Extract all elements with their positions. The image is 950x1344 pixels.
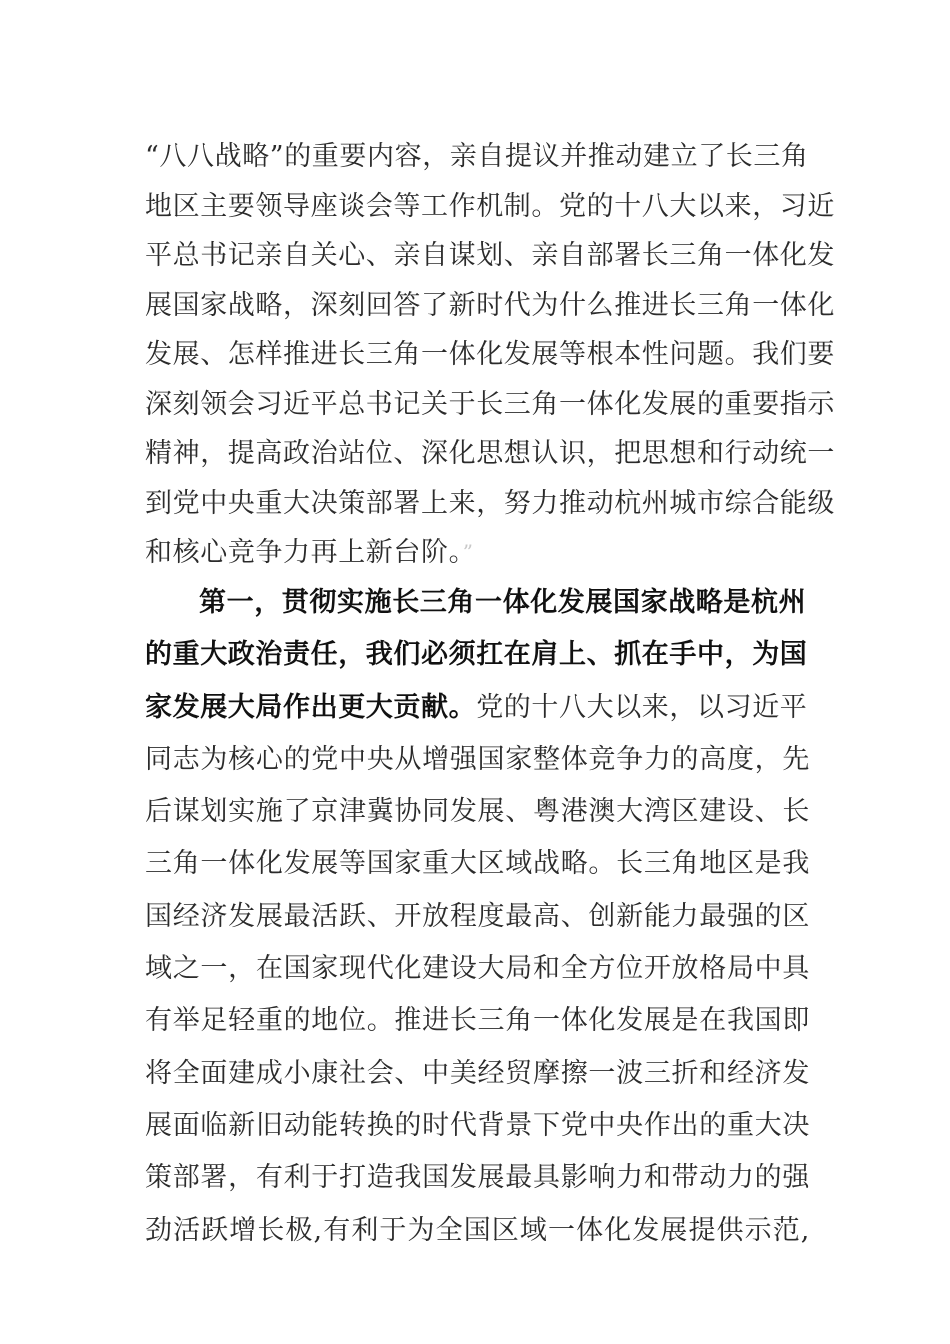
text-line: 后谋划实施了京津冀协同发展、粤港澳大湾区建设、长 [145,796,810,828]
text-line: 同志为核心的党中央从增强国家整体竞争力的高度，先 [145,743,810,775]
text-line-content: 和核心竞争力再上新台阶。 [145,537,463,568]
text-line: 展面临新旧动能转换的时代背景下党中央作出的重大决 [145,1109,810,1141]
text-line-last [145,528,810,578]
bold-heading-line: 第一，贯彻实施长三角一体化发展国家战略是杭州 [199,587,807,618]
text-line: 有举足轻重的地位。推进长三角一体化发展是在我国即 [145,1005,810,1037]
text-line: 国经济发展最活跃、开放程度最高、创新能力最强的区 [145,900,810,932]
text-line: 平总书记亲自关心、亲自谋划、亲自部署长三角一体化发 [145,240,835,271]
closing-quote-mark: ” [462,540,474,564]
text-line: 三角一体化发展等国家重大区域战略。长三角地区是我 [145,848,810,880]
text-line: 精神，提高政治站位、深化思想认识，把思想和行动统一 [145,438,835,469]
bold-heading-end: 家发展大局作出更大贡献。 [145,691,477,723]
text-line: 域之一，在国家现代化建设大局和全方位开放格局中具 [145,953,810,985]
text-line: 发展、怎样推进长三角一体化发展等根本性问题。我们要 [145,339,835,370]
text-line: 地区主要领导座谈会等工作机制。党的十八大以来，习近 [145,190,835,222]
text-line: 将全面建成小康社会、中美经贸摩擦一波三折和经济发 [145,1057,810,1089]
text-line: 策部署，有利于打造我国发展最具影响力和带动力的强 [145,1162,810,1194]
text-line: 深刻领会习近平总书记关于长三角一体化发展的重要指示 [145,388,835,420]
paragraph-continuation [145,132,835,578]
text-line: 劲活跃增长极,有利于为全国区域一体化发展提供示范, [145,1214,810,1246]
mixed-line [145,682,810,734]
text-line-content: 党的十八大以来，以习近平 [476,691,808,723]
bold-heading-line: 的重大政治责任，我们必须扛在肩上、抓在手中，为国 [145,639,808,671]
text-line: “八八战略”的重要内容，亲自提议并推动建立了长三角 [145,141,809,172]
paragraph-first-point [145,577,810,1257]
text-line: 到党中央重大决策部署上来，努力推动杭州城市综合能级 [145,487,835,519]
text-line: 展国家战略，深刻回答了新时代为什么推进长三角一体化 [145,289,835,321]
